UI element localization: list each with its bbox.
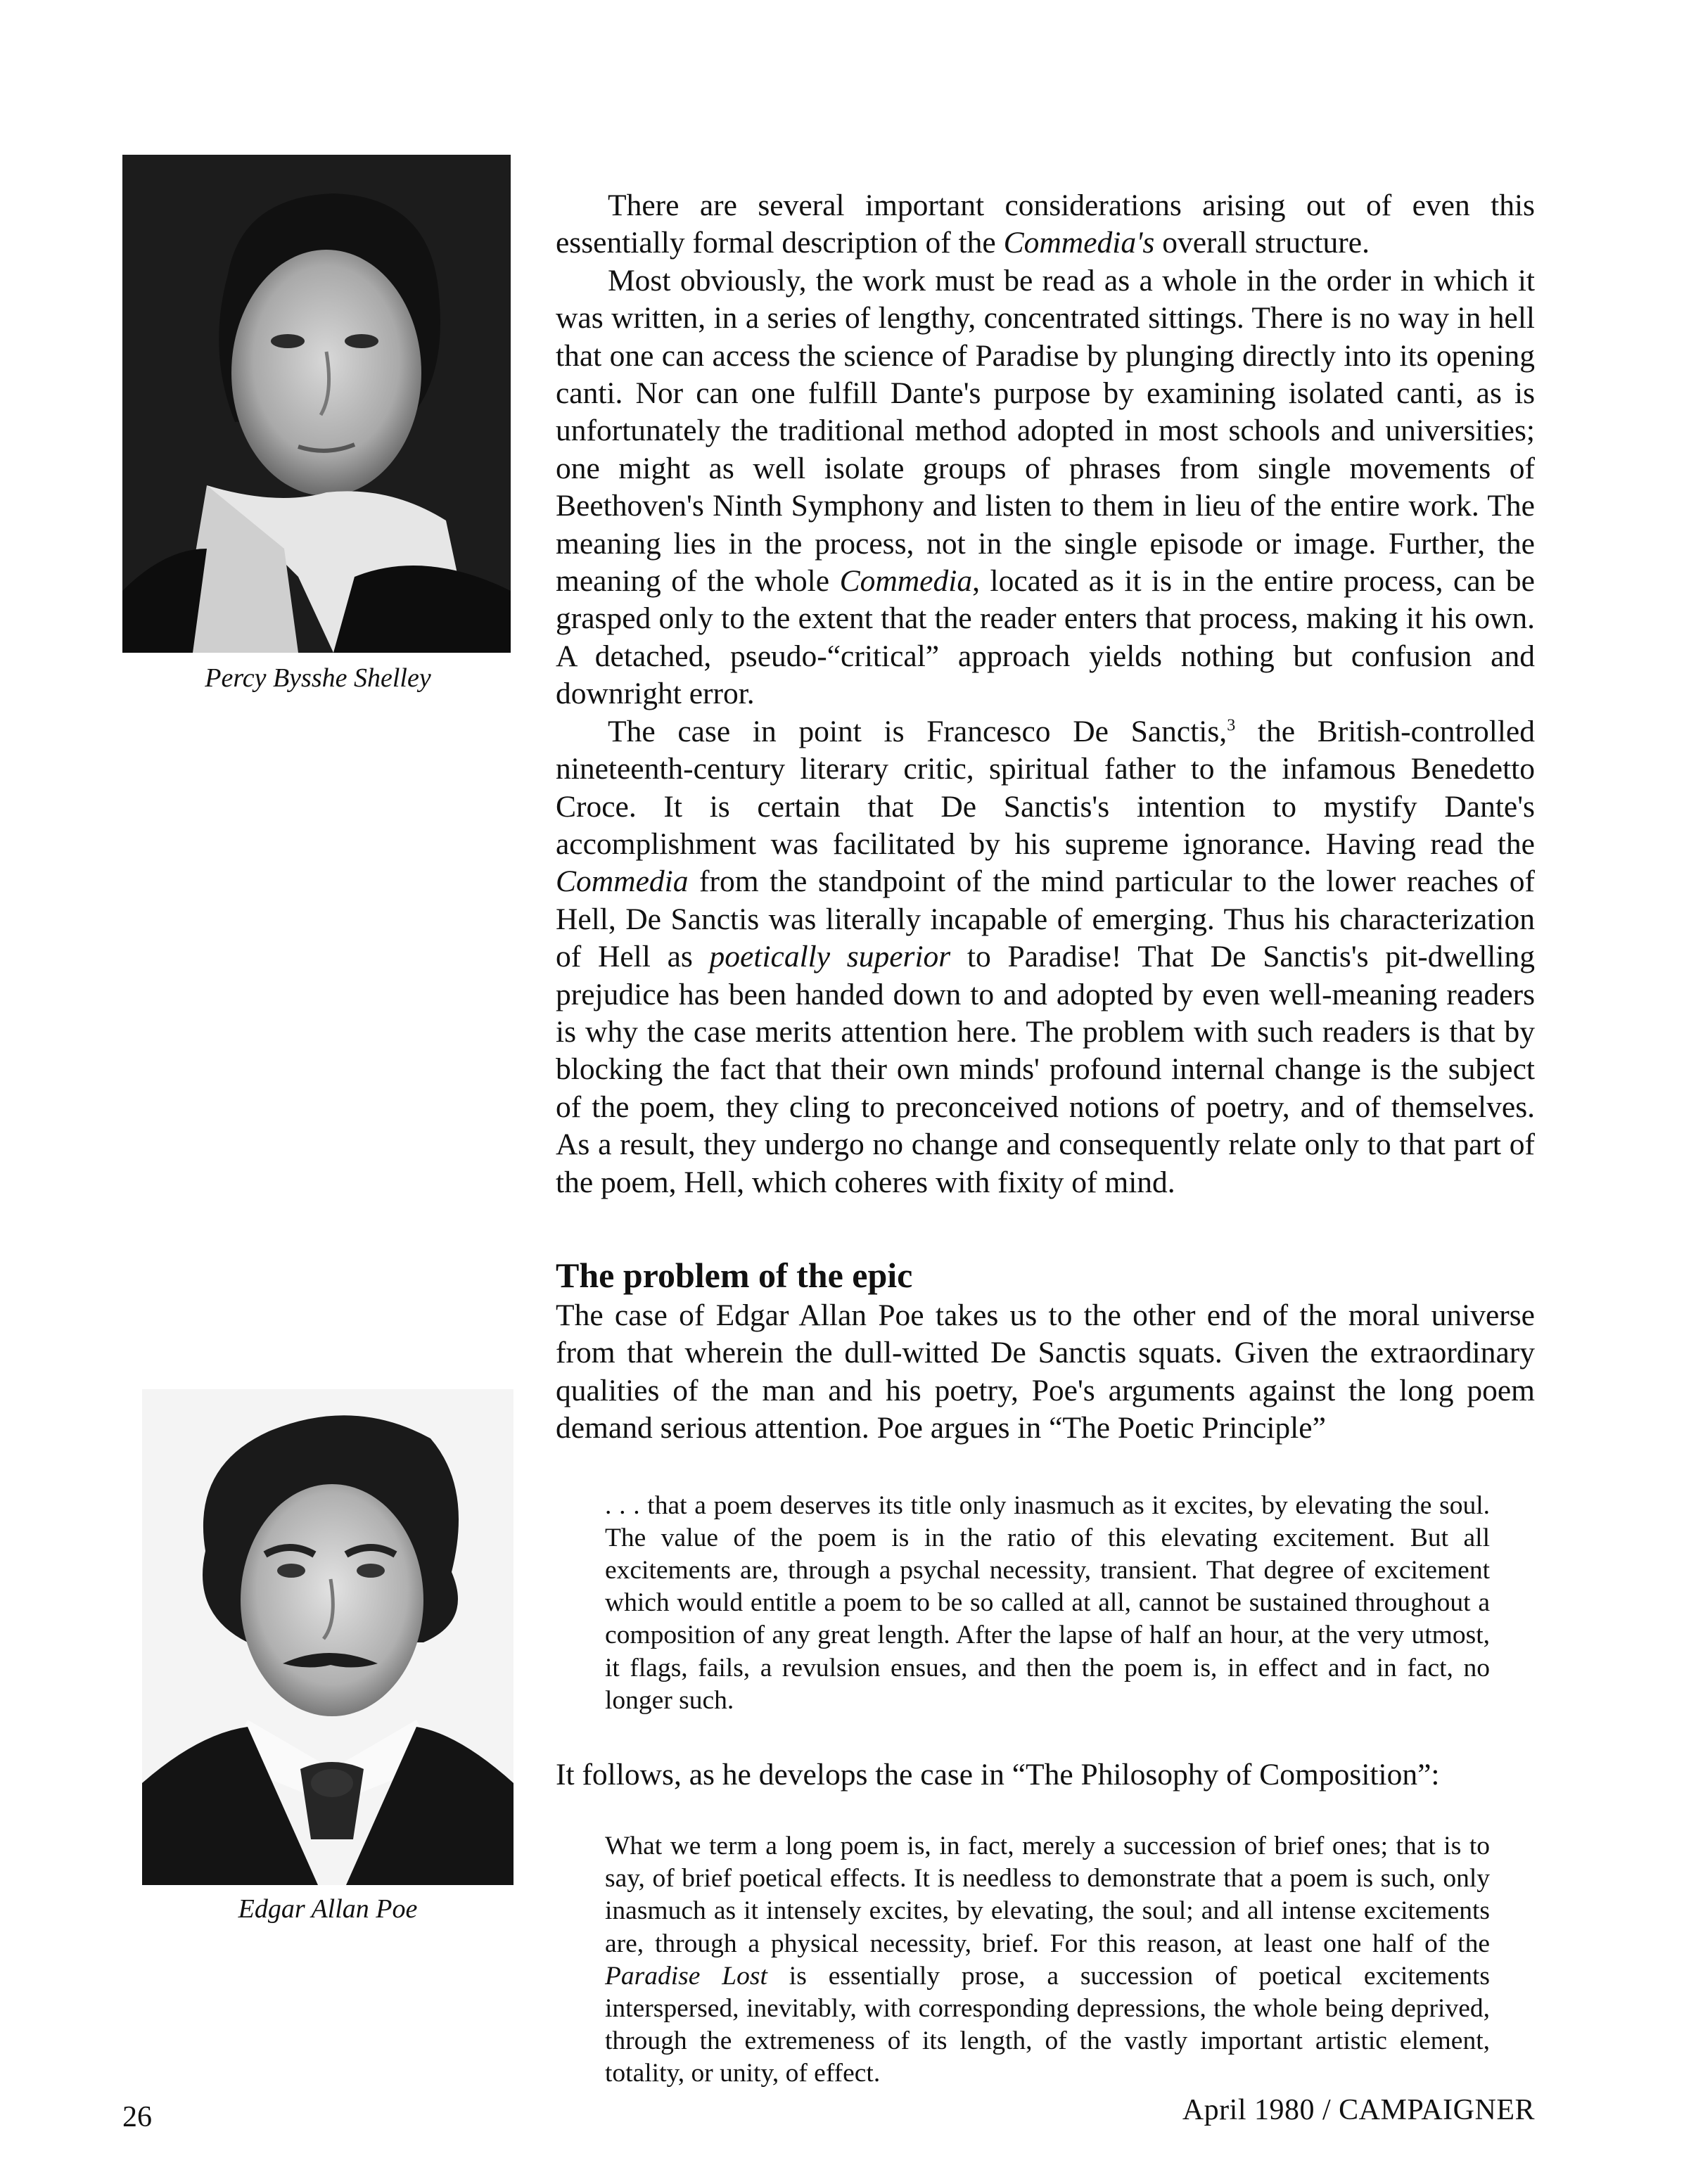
block-quote-poetic-principle: . . . that a poem deserves its title only inasmuch as it excites, by elevating the soul. The value of the poem is in the ratio of this elevating excitement. But all excitements are, through a psychal necessity, transient. That degree of excitement which would entitle a poem to be so called at all, cannot be sustained throughout a composition of any great length. After the lapse of half an hour, at the very utmost, it flags, fails, a revulsion ensues, and then the poem is, in effect and in fact, no longer such. (605, 1490, 1490, 1715)
shelley-portrait (122, 155, 511, 653)
paragraph-2: Most obviously, the work must be read as a whole in the order in which it was written, in a series of lengthy, concentrated sittings. There is no way in hell that one can access the science of Paradise by plunging directly into its opening canti. Nor can one fulfill Dante's purpose by examining isolated canti, as is unfortunately the traditional method adopted in most schools and universities; one might as well isolate groups of phrases from single movements of Beethoven's Ninth Symphony and listen to them in lieu of the entire work. The meaning lies in the process, not in the single episode or image. Further, the meaning of the whole Commedia, located as it is in the entire process, can be grasped only to the extent that the reader enters that process, making it his own. A detached, pseudo-“critical” approach yields nothing but confusion and downright error. (556, 263, 1535, 711)
section-heading: The problem of the epic (556, 1255, 913, 1295)
issue-label: April 1980 / CAMPAIGNER (1182, 2094, 1535, 2126)
article-body (556, 187, 1535, 2090)
shelley-caption: Percy Bysshe Shelley (205, 663, 431, 693)
poe-portrait (142, 1389, 514, 1885)
shelley-portrait-image (122, 155, 511, 653)
paragraph-bridge: It follows, as he develops the case in “The Philosophy of Composition”: (556, 1758, 1440, 1792)
paragraph-4: The case of Edgar Allan Poe takes us to the other end of the moral universe from that wherein the dull-witted De Sanctis squats. Given the extraordinary qualities of the man and his poetry, Poe's arguments against the long poem demand serious attention. Poe argues in “The Poetic Principle” (556, 1298, 1535, 1445)
poe-caption: Edgar Allan Poe (238, 1894, 418, 1924)
block-quote-philosophy-of-composition: What we term a long poem is, in fact, merely a succession of brief ones; that is to say, of brief poetical effects. It is needless to demonstrate that a poem is such, only inasmuch as it intensely excites, by elevating, the soul; and all intense excitements are, through a physical necessity, brief. For this reason, at least one half of the Paradise Lost is essentially prose, a succession of poetical excitements interspersed, inevitably, with corresponding depressions, the whole being deprived, through the extremeness of its length, of the vastly important artistic element, totality, or unity, of effect. (605, 1832, 1490, 2088)
paragraph-3: The case in point is Francesco De Sanctis,$^3$ the British-controlled nineteenth-century literary critic, spiritual father to the infamous Benedetto Croce. It is certain that De Sanctis's intention to mystify Dante's accomplishment was facilitated by his supreme ignorance. Having read the Commedia from the standpoint of the mind particular to the lower reaches of Hell, De Sanctis was literally incapable of emerging. Thus his characterization of Hell as poetically superior to Paradise! That De Sanctis's pit-dwelling prejudice has been handed down to and adopted by even well-meaning readers is why the case merits attention here. The problem with such readers is that by blocking the fact that their own minds' profound internal change is the subject of the poem, they cling to preconceived notions of poetry, and of themselves. As a result, they undergo no change and consequently relate only to that part of the poem, Hell, which coheres with fixity of mind. (556, 714, 1535, 1199)
poe-portrait-image (142, 1389, 514, 1885)
page-number: 26 (122, 2101, 152, 2133)
paragraph-1: There are several important considerations arising out of even this essentially formal description of the Commedia's overall structure. (556, 189, 1535, 260)
